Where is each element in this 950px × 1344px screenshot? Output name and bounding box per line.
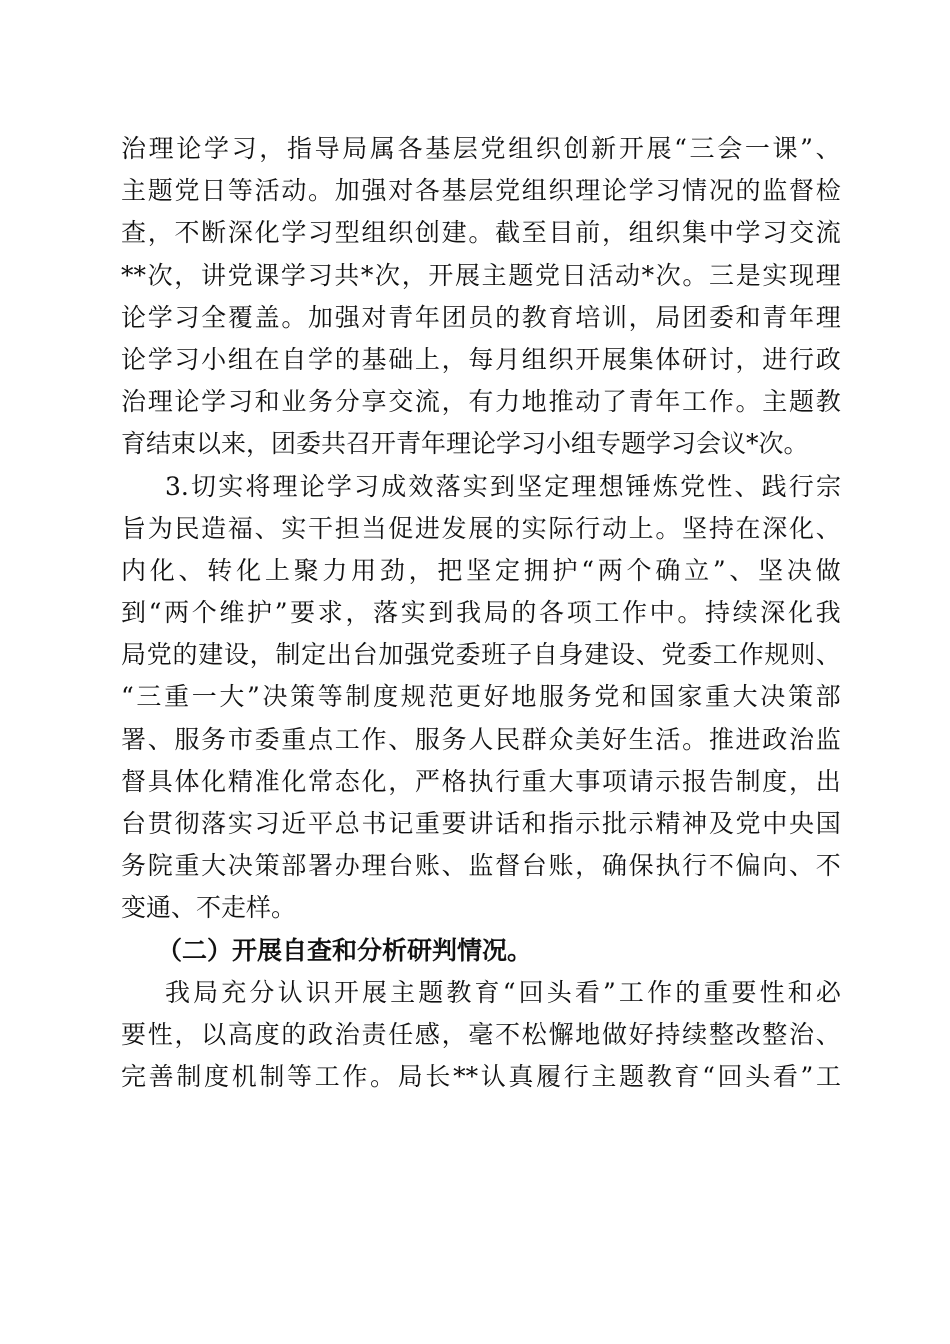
paragraph-line: 台 贯 彻 落 实 习 近 平 总 书 记 重 要 讲 话 和 指 示 批 示 精 神 及 党 中 央 国: [121, 809, 841, 838]
paragraph-line: 论 学 习 全 覆 盖 。 加 强 对 青 年 团 员 的 教 育 培 训 ， 局 团 委 和 青 年 理: [121, 302, 841, 332]
paragraph-line: 治 理 论 学 习 和 业 务 分 享 交 流 ， 有 力 地 推 动 了 青 年 工 作 。 主 题 教: [121, 387, 841, 417]
paragraph-line: 署 、 服 务 市 委 重 点 工 作 、 服 务 人 民 群 众 美 好 生 活 。 推 进 政 治 监: [121, 724, 841, 754]
paragraph-line: 3. 切 实 将 理 论 学 习 成 效 落 实 到 坚 定 理 想 锤 炼 党 性 、 践 行 宗: [165, 471, 841, 501]
paragraph-line: 论 学 习 小 组 在 自 学 的 基 础 上 ， 每 月 组 织 开 展 集 体 研 讨 ， 进 行 政: [121, 344, 841, 374]
section-heading: （二）开展自查和分析研判情况。: [157, 935, 533, 965]
paragraph-line: 内 化 、 转 化 上 聚 力 用 劲 ， 把 坚 定 拥 护 “ 两 个 确 立 ” 、 坚 决 做: [121, 555, 841, 585]
paragraph-line: 变通、不走样。: [121, 893, 297, 923]
paragraph-line: 查 ， 不 断 深 化 学 习 型 组 织 创 建 。 截 至 目 前 ， 组 织 集 中 学 习 交 流: [121, 218, 841, 248]
paragraph-line: 要 性 ， 以 高 度 的 政 治 责 任 感 ， 毫 不 松 懈 地 做 好 持 续 整 改 整 治 、: [121, 1019, 841, 1049]
document-body: [121, 128, 841, 1098]
paragraph-line: 到 “ 两 个 维 护 ” 要 求 ， 落 实 到 我 局 的 各 项 工 作 中 。 持 续 深 化 我: [121, 598, 841, 628]
paragraph-line: “ 三 重 一 大 ” 决 策 等 制 度 规 范 更 好 地 服 务 党 和 国 家 重 大 决 策 部: [121, 682, 841, 712]
paragraph-line: 我 局 充 分 认 识 开 展 主 题 教 育 “ 回 头 看 ” 工 作 的 重 要 性 和 必: [165, 977, 841, 1007]
paragraph-line: 育结束以来，团委共召开青年理论学习小组专题学习会议*次。: [121, 429, 809, 459]
paragraph-line: ** 次 ， 讲 党 课 学 习 共 * 次 ， 开 展 主 题 党 日 活 动 * 次 。 三 是 实 现 理: [121, 260, 841, 290]
paragraph-line: 务 院 重 大 决 策 部 署 办 理 台 账 、 监 督 台 账 ， 确 保 执 行 不 偏 向 、 不: [121, 851, 841, 881]
paragraph-line: 局 党 的 建 设 ， 制 定 出 台 加 强 党 委 班 子 自 身 建 设 、 党 委 工 作 规 则 、: [121, 640, 841, 670]
paragraph-line: 治 理 论 学 习 ， 指 导 局 属 各 基 层 党 组 织 创 新 开 展 “ 三 会 一 课 ” 、: [121, 134, 841, 163]
paragraph-line: 主 题 党 日 等 活 动 。 加 强 对 各 基 层 党 组 织 理 论 学 习 情 况 的 监 督 检: [121, 176, 841, 206]
paragraph-line: 督 具 体 化 精 准 化 常 态 化 ， 严 格 执 行 重 大 事 项 请 示 报 告 制 度 ， 出: [121, 766, 841, 796]
paragraph-line: 完 善 制 度 机 制 等 工 作 。 局 长 ** 认 真 履 行 主 题 教 育 “ 回 头 看 ” 工: [121, 1062, 841, 1092]
paragraph-line: 旨 为 民 造 福 、 实 干 担 当 促 进 发 展 的 实 际 行 动 上 。 坚 持 在 深 化 、: [121, 513, 841, 543]
